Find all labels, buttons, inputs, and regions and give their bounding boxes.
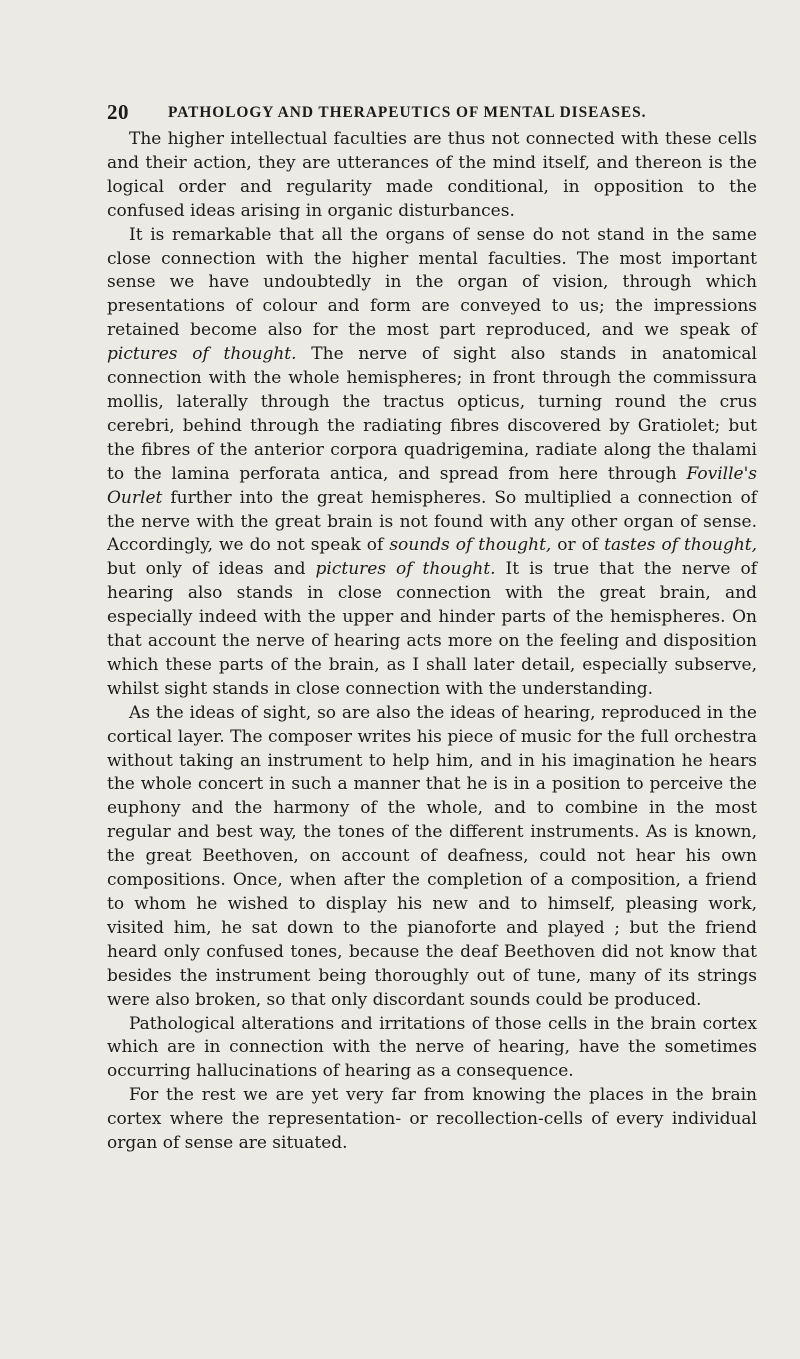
text-segment: but only of ideas and [107,559,316,580]
italic-phrase: sounds of thought, [389,535,552,556]
text-segment: Pathological alterations and irritations of those cells in the brain cortex which are in connection with the nerve of hearing, have the sometimes occurring hallucinations of hearing as a consequence. [107,1013,757,1082]
text-segment: It is true that the nerve of hearing also stands in close connection with the great brain, and especially indeed with the upper and hinder parts of the hemispheres. On that account the nerve of hearing acts more on the feeling and disposition which these parts of the brain, as I shall later detail, especially subserve, whilst sight stands in close connection with the understanding. [107,559,757,699]
text-segment: As the ideas of sight, so are also the ideas of hearing, reproduced in the cortical layer. The composer writes his piece of music for the full orchestra without taking an instrument to help him, and in his imagination he hears the whole concert in such a manner that he is in a position to perceive the euphony and the harmony of the whole, and to combine in the most regular and best way, the tones of the different instruments. As is known, the great Beethoven, on account of deafness, could not hear his own compositions. Once, when after the completion of a composition, a friend to whom he wished to display his new and to himself, pleasing work, visited him, he sat down to the pianoforte and played ; but the friend heard only confused tones, because the deaf Beethoven did not know that besides the instrument being thoroughly out of tune, many of its strings were also broken, so that only discordant sounds could be produced. [107,702,757,1010]
italic-phrase: pictures of thought. [107,344,297,365]
paragraph [107,1084,757,1156]
page-header [107,100,767,124]
paragraph [107,1013,757,1085]
italic-phrase: pictures of thought. [315,559,496,580]
paragraph [107,702,757,1013]
page-number: 20 [107,100,129,124]
text-segment: For the rest we are yet very far from knowing the places in the brain cortex where the representation- or recollection-cells of every individual organ of sense are situated. [107,1085,757,1154]
running-head: PATHOLOGY AND THERAPEUTICS OF MENTAL DISEASES. [168,104,647,121]
paragraph [107,224,757,702]
text-segment: or of [551,535,605,556]
body-text [107,128,757,1156]
text-segment: further into the great hemispheres. So multiplied a connection of the nerve with the great brain is not found with any other organ of sense. Accordingly, we do not speak of [107,487,757,556]
text-segment: It is remarkable that all the organs of sense do not stand in the same close connection with the higher mental faculties. The most important sense we have undoubtedly in the organ of vision, through which presentations of colour and form are conveyed to us; the impressions retained become also for the most part reproduced, and we speak of [107,224,757,341]
text-segment: The higher intellectual faculties are thus not connected with these cells and their action, they are utterances of the mind itself, and thereon is the logical order and regularity made conditional, in opposition to the confused ideas arising in organic disturbances. [107,129,757,221]
paragraph [107,128,757,224]
italic-phrase: tastes of thought, [604,535,758,556]
italic-phrase: Foville's Ourlet [107,463,757,508]
text-segment: The nerve of sight also stands in anatomical connection with the whole hemispheres; in front through the commissura mollis, laterally through the tractus opticus, turning round the crus cerebri, behind through the radiating fibres discovered by Gratiolet; but the fibres of the anterior corpora quadrigemina, radiate along the thalami to the lamina perforata antica, and spread from here through [107,344,757,484]
